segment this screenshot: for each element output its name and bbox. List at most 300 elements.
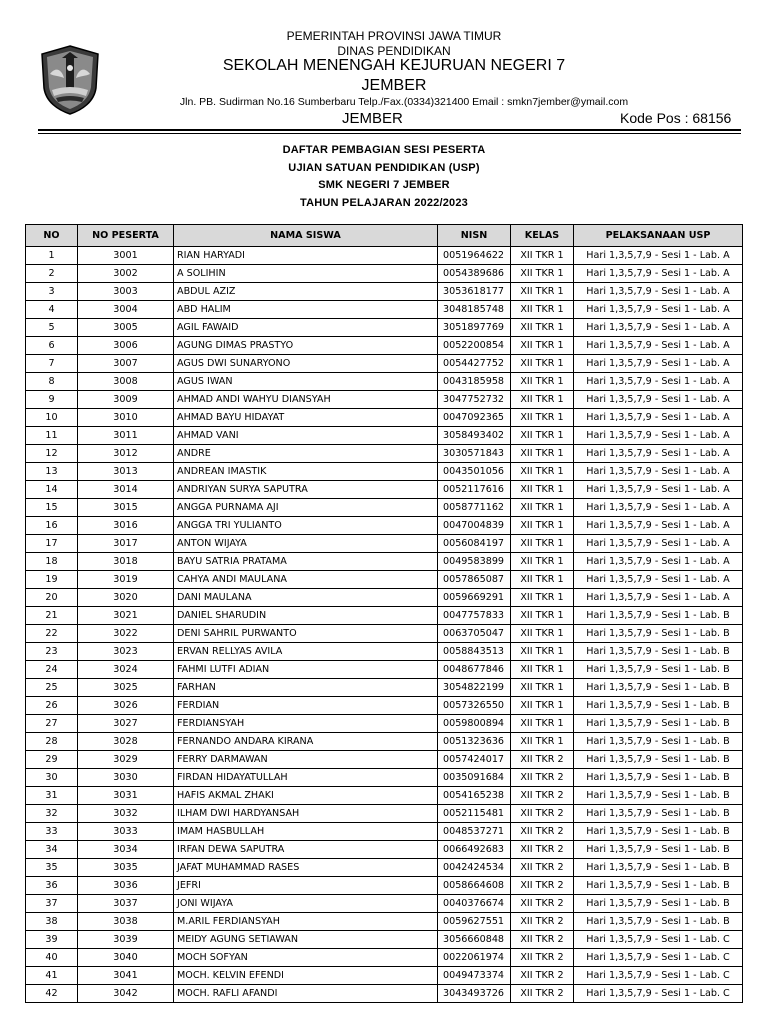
cell-row-number: 8: [26, 373, 78, 391]
cell-usp-schedule: Hari 1,3,5,7,9 - Sesi 1 - Lab. B: [574, 661, 743, 679]
agency-heading: DINAS PENDIDIKAN: [337, 44, 451, 58]
cell-row-number: 27: [26, 715, 78, 733]
cell-participant-number: 3040: [78, 949, 174, 967]
table-row: [26, 967, 743, 985]
cell-participant-number: 3027: [78, 715, 174, 733]
table-header-row: [26, 225, 743, 247]
header-no: NO: [26, 225, 78, 247]
cell-student-name: MEIDY AGUNG SETIAWAN: [174, 931, 438, 949]
city-heading: JEMBER: [361, 77, 427, 94]
cell-usp-schedule: Hari 1,3,5,7,9 - Sesi 1 - Lab. A: [574, 337, 743, 355]
cell-student-name: IRFAN DEWA SAPUTRA: [174, 841, 438, 859]
cell-nisn: 3053618177: [438, 283, 511, 301]
table-row: [26, 535, 743, 553]
cell-participant-number: 3013: [78, 463, 174, 481]
cell-class: XII TKR 1: [511, 337, 574, 355]
cell-participant-number: 3014: [78, 481, 174, 499]
cell-participant-number: 3019: [78, 571, 174, 589]
table-row: [26, 769, 743, 787]
cell-class: XII TKR 1: [511, 715, 574, 733]
cell-usp-schedule: Hari 1,3,5,7,9 - Sesi 1 - Lab. A: [574, 283, 743, 301]
table-row: [26, 733, 743, 751]
cell-row-number: 40: [26, 949, 78, 967]
cell-usp-schedule: Hari 1,3,5,7,9 - Sesi 1 - Lab. B: [574, 859, 743, 877]
school-name-heading: SEKOLAH MENENGAH KEJURUAN NEGERI 7: [222, 57, 566, 74]
cell-class: XII TKR 1: [511, 355, 574, 373]
cell-participant-number: 3001: [78, 247, 174, 265]
table-row: [26, 823, 743, 841]
cell-row-number: 42: [26, 985, 78, 1003]
cell-student-name: ABDUL AZIZ: [174, 283, 438, 301]
cell-usp-schedule: Hari 1,3,5,7,9 - Sesi 1 - Lab. B: [574, 895, 743, 913]
table-row: [26, 445, 743, 463]
cell-class: XII TKR 1: [511, 661, 574, 679]
cell-row-number: 38: [26, 913, 78, 931]
cell-usp-schedule: Hari 1,3,5,7,9 - Sesi 1 - Lab. A: [574, 445, 743, 463]
cell-usp-schedule: Hari 1,3,5,7,9 - Sesi 1 - Lab. C: [574, 985, 743, 1003]
cell-usp-schedule: Hari 1,3,5,7,9 - Sesi 1 - Lab. B: [574, 751, 743, 769]
cell-class: XII TKR 1: [511, 643, 574, 661]
cell-row-number: 20: [26, 589, 78, 607]
cell-student-name: ANGGA TRI YULIANTO: [174, 517, 438, 535]
cell-student-name: AHMAD ANDI WAHYU DIANSYAH: [174, 391, 438, 409]
cell-nisn: 3056660848: [438, 931, 511, 949]
table-row: [26, 931, 743, 949]
cell-row-number: 7: [26, 355, 78, 373]
cell-class: XII TKR 1: [511, 733, 574, 751]
cell-row-number: 22: [26, 625, 78, 643]
cell-student-name: MOCH. KELVIN EFENDI: [174, 967, 438, 985]
cell-class: XII TKR 1: [511, 607, 574, 625]
cell-student-name: MOCH. RAFLI AFANDI: [174, 985, 438, 1003]
city-footer-label: JEMBER: [342, 110, 403, 127]
cell-nisn: 0059800894: [438, 715, 511, 733]
cell-row-number: 37: [26, 895, 78, 913]
cell-participant-number: 3035: [78, 859, 174, 877]
cell-participant-number: 3021: [78, 607, 174, 625]
cell-participant-number: 3034: [78, 841, 174, 859]
cell-participant-number: 3033: [78, 823, 174, 841]
cell-usp-schedule: Hari 1,3,5,7,9 - Sesi 1 - Lab. C: [574, 931, 743, 949]
cell-class: XII TKR 2: [511, 877, 574, 895]
cell-class: XII TKR 1: [511, 283, 574, 301]
cell-participant-number: 3039: [78, 931, 174, 949]
table-row: [26, 301, 743, 319]
cell-usp-schedule: Hari 1,3,5,7,9 - Sesi 1 - Lab. B: [574, 625, 743, 643]
cell-participant-number: 3024: [78, 661, 174, 679]
cell-nisn: 0043501056: [438, 463, 511, 481]
cell-row-number: 35: [26, 859, 78, 877]
cell-participant-number: 3020: [78, 589, 174, 607]
cell-class: XII TKR 2: [511, 805, 574, 823]
cell-class: XII TKR 1: [511, 445, 574, 463]
cell-class: XII TKR 1: [511, 625, 574, 643]
document-title-line-3: SMK NEGERI 7 JEMBER: [318, 179, 450, 191]
cell-student-name: ANDREAN IMASTIK: [174, 463, 438, 481]
cell-class: XII TKR 2: [511, 769, 574, 787]
cell-row-number: 28: [26, 733, 78, 751]
cell-row-number: 10: [26, 409, 78, 427]
cell-usp-schedule: Hari 1,3,5,7,9 - Sesi 1 - Lab. B: [574, 823, 743, 841]
cell-usp-schedule: Hari 1,3,5,7,9 - Sesi 1 - Lab. B: [574, 607, 743, 625]
cell-usp-schedule: Hari 1,3,5,7,9 - Sesi 1 - Lab. A: [574, 517, 743, 535]
table-row: [26, 409, 743, 427]
cell-participant-number: 3036: [78, 877, 174, 895]
cell-nisn: 3048185748: [438, 301, 511, 319]
cell-student-name: AHMAD VANI: [174, 427, 438, 445]
cell-participant-number: 3007: [78, 355, 174, 373]
cell-usp-schedule: Hari 1,3,5,7,9 - Sesi 1 - Lab. A: [574, 373, 743, 391]
table-row: [26, 895, 743, 913]
cell-usp-schedule: Hari 1,3,5,7,9 - Sesi 1 - Lab. A: [574, 589, 743, 607]
cell-usp-schedule: Hari 1,3,5,7,9 - Sesi 1 - Lab. A: [574, 427, 743, 445]
cell-nisn: 0057424017: [438, 751, 511, 769]
header-participant-number: NO PESERTA: [78, 225, 174, 247]
cell-class: XII TKR 1: [511, 319, 574, 337]
cell-nisn: 0052115481: [438, 805, 511, 823]
letterhead-divider-thick: [38, 129, 741, 131]
cell-row-number: 26: [26, 697, 78, 715]
cell-row-number: 9: [26, 391, 78, 409]
cell-usp-schedule: Hari 1,3,5,7,9 - Sesi 1 - Lab. B: [574, 733, 743, 751]
cell-class: XII TKR 2: [511, 949, 574, 967]
cell-participant-number: 3008: [78, 373, 174, 391]
cell-participant-number: 3025: [78, 679, 174, 697]
table-row: [26, 265, 743, 283]
cell-row-number: 17: [26, 535, 78, 553]
cell-usp-schedule: Hari 1,3,5,7,9 - Sesi 1 - Lab. A: [574, 571, 743, 589]
header-student-name: NAMA SISWA: [174, 225, 438, 247]
cell-participant-number: 3042: [78, 985, 174, 1003]
cell-class: XII TKR 1: [511, 589, 574, 607]
cell-class: XII TKR 1: [511, 481, 574, 499]
cell-nisn: 3030571843: [438, 445, 511, 463]
cell-participant-number: 3037: [78, 895, 174, 913]
cell-row-number: 21: [26, 607, 78, 625]
cell-nisn: 0054165238: [438, 787, 511, 805]
cell-class: XII TKR 1: [511, 517, 574, 535]
cell-class: XII TKR 1: [511, 391, 574, 409]
cell-usp-schedule: Hari 1,3,5,7,9 - Sesi 1 - Lab. B: [574, 679, 743, 697]
participant-session-table: [25, 224, 743, 1003]
cell-nisn: 0035091684: [438, 769, 511, 787]
cell-class: XII TKR 1: [511, 373, 574, 391]
postal-code: Kode Pos : 68156: [620, 110, 732, 126]
cell-participant-number: 3023: [78, 643, 174, 661]
cell-usp-schedule: Hari 1,3,5,7,9 - Sesi 1 - Lab. B: [574, 643, 743, 661]
cell-usp-schedule: Hari 1,3,5,7,9 - Sesi 1 - Lab. A: [574, 391, 743, 409]
cell-student-name: HAFIS AKMAL ZHAKI: [174, 787, 438, 805]
address-line: Jln. PB. Sudirman No.16 Sumberbaru Telp./Fax.(0334)321400 Email : smkn7jember@ymail.com: [179, 96, 629, 108]
cell-nisn: 0066492683: [438, 841, 511, 859]
cell-class: XII TKR 1: [511, 463, 574, 481]
province-heading: PEMERINTAH PROVINSI JAWA TIMUR: [286, 29, 502, 43]
cell-usp-schedule: Hari 1,3,5,7,9 - Sesi 1 - Lab. B: [574, 697, 743, 715]
cell-student-name: FIRDAN HIDAYATULLAH: [174, 769, 438, 787]
cell-class: XII TKR 1: [511, 553, 574, 571]
table-row: [26, 625, 743, 643]
cell-participant-number: 3005: [78, 319, 174, 337]
cell-row-number: 41: [26, 967, 78, 985]
cell-class: XII TKR 1: [511, 409, 574, 427]
cell-participant-number: 3003: [78, 283, 174, 301]
cell-row-number: 6: [26, 337, 78, 355]
cell-nisn: 0057865087: [438, 571, 511, 589]
cell-participant-number: 3032: [78, 805, 174, 823]
table-row: [26, 751, 743, 769]
cell-participant-number: 3010: [78, 409, 174, 427]
header-usp-schedule: PELAKSANAAN USP: [574, 225, 743, 247]
cell-row-number: 14: [26, 481, 78, 499]
letterhead-divider-thin: [38, 133, 741, 134]
cell-student-name: A SOLIHIN: [174, 265, 438, 283]
cell-participant-number: 3026: [78, 697, 174, 715]
table-row: [26, 949, 743, 967]
cell-nisn: 0047757833: [438, 607, 511, 625]
cell-participant-number: 3016: [78, 517, 174, 535]
cell-participant-number: 3009: [78, 391, 174, 409]
header-nisn: NISN: [438, 225, 511, 247]
cell-student-name: ANDRE: [174, 445, 438, 463]
cell-class: XII TKR 1: [511, 301, 574, 319]
cell-row-number: 4: [26, 301, 78, 319]
cell-student-name: CAHYA ANDI MAULANA: [174, 571, 438, 589]
cell-class: XII TKR 1: [511, 427, 574, 445]
cell-class: XII TKR 1: [511, 535, 574, 553]
table-row: [26, 715, 743, 733]
cell-participant-number: 3029: [78, 751, 174, 769]
cell-usp-schedule: Hari 1,3,5,7,9 - Sesi 1 - Lab. B: [574, 769, 743, 787]
cell-row-number: 30: [26, 769, 78, 787]
cell-nisn: 0051964622: [438, 247, 511, 265]
table-row: [26, 391, 743, 409]
cell-nisn: 3043493726: [438, 985, 511, 1003]
cell-row-number: 1: [26, 247, 78, 265]
document-title-line-1: DAFTAR PEMBAGIAN SESI PESERTA: [282, 144, 486, 156]
cell-student-name: FAHMI LUTFI ADIAN: [174, 661, 438, 679]
cell-student-name: JAFAT MUHAMMAD RASES: [174, 859, 438, 877]
cell-class: XII TKR 1: [511, 571, 574, 589]
cell-nisn: 0058843513: [438, 643, 511, 661]
cell-student-name: MOCH SOFYAN: [174, 949, 438, 967]
cell-usp-schedule: Hari 1,3,5,7,9 - Sesi 1 - Lab. B: [574, 787, 743, 805]
cell-participant-number: 3004: [78, 301, 174, 319]
cell-nisn: 0049473374: [438, 967, 511, 985]
cell-usp-schedule: Hari 1,3,5,7,9 - Sesi 1 - Lab. A: [574, 247, 743, 265]
cell-student-name: FERDIANSYAH: [174, 715, 438, 733]
cell-nisn: 0052117616: [438, 481, 511, 499]
table-row: [26, 463, 743, 481]
cell-student-name: AGIL FAWAID: [174, 319, 438, 337]
cell-nisn: 3047752732: [438, 391, 511, 409]
header-class: KELAS: [511, 225, 574, 247]
cell-student-name: AGUS DWI SUNARYONO: [174, 355, 438, 373]
cell-student-name: JEFRI: [174, 877, 438, 895]
table-row: [26, 283, 743, 301]
cell-usp-schedule: Hari 1,3,5,7,9 - Sesi 1 - Lab. B: [574, 877, 743, 895]
cell-nisn: 0051323636: [438, 733, 511, 751]
cell-row-number: 12: [26, 445, 78, 463]
cell-usp-schedule: Hari 1,3,5,7,9 - Sesi 1 - Lab. B: [574, 841, 743, 859]
cell-row-number: 2: [26, 265, 78, 283]
cell-student-name: ILHAM DWI HARDYANSAH: [174, 805, 438, 823]
table-row: [26, 589, 743, 607]
cell-class: XII TKR 1: [511, 247, 574, 265]
cell-nisn: 3054822199: [438, 679, 511, 697]
cell-nisn: 0048537271: [438, 823, 511, 841]
cell-nisn: 0063705047: [438, 625, 511, 643]
table-row: [26, 571, 743, 589]
cell-participant-number: 3028: [78, 733, 174, 751]
table-row: [26, 643, 743, 661]
cell-participant-number: 3031: [78, 787, 174, 805]
cell-nisn: 0059627551: [438, 913, 511, 931]
cell-usp-schedule: Hari 1,3,5,7,9 - Sesi 1 - Lab. B: [574, 715, 743, 733]
cell-row-number: 23: [26, 643, 78, 661]
table-row: [26, 859, 743, 877]
cell-participant-number: 3012: [78, 445, 174, 463]
cell-nisn: 0047092365: [438, 409, 511, 427]
cell-row-number: 5: [26, 319, 78, 337]
table-row: [26, 247, 743, 265]
cell-participant-number: 3011: [78, 427, 174, 445]
cell-student-name: FERRY DARMAWAN: [174, 751, 438, 769]
cell-usp-schedule: Hari 1,3,5,7,9 - Sesi 1 - Lab. A: [574, 319, 743, 337]
cell-participant-number: 3015: [78, 499, 174, 517]
cell-student-name: FARHAN: [174, 679, 438, 697]
cell-row-number: 24: [26, 661, 78, 679]
cell-row-number: 3: [26, 283, 78, 301]
cell-usp-schedule: Hari 1,3,5,7,9 - Sesi 1 - Lab. B: [574, 913, 743, 931]
cell-student-name: ERVAN RELLYAS AVILA: [174, 643, 438, 661]
cell-class: XII TKR 2: [511, 895, 574, 913]
cell-usp-schedule: Hari 1,3,5,7,9 - Sesi 1 - Lab. A: [574, 409, 743, 427]
document-title-line-2: UJIAN SATUAN PENDIDIKAN (USP): [288, 162, 480, 174]
cell-student-name: RIAN HARYADI: [174, 247, 438, 265]
cell-row-number: 15: [26, 499, 78, 517]
table-row: [26, 697, 743, 715]
table-row: [26, 877, 743, 895]
cell-usp-schedule: Hari 1,3,5,7,9 - Sesi 1 - Lab. A: [574, 265, 743, 283]
cell-row-number: 34: [26, 841, 78, 859]
cell-nisn: 0059669291: [438, 589, 511, 607]
cell-nisn: 0056084197: [438, 535, 511, 553]
cell-row-number: 29: [26, 751, 78, 769]
cell-row-number: 39: [26, 931, 78, 949]
cell-participant-number: 3002: [78, 265, 174, 283]
cell-usp-schedule: Hari 1,3,5,7,9 - Sesi 1 - Lab. A: [574, 499, 743, 517]
cell-class: XII TKR 1: [511, 697, 574, 715]
cell-participant-number: 3018: [78, 553, 174, 571]
cell-row-number: 25: [26, 679, 78, 697]
table-row: [26, 337, 743, 355]
cell-row-number: 19: [26, 571, 78, 589]
cell-row-number: 13: [26, 463, 78, 481]
cell-student-name: JONI WIJAYA: [174, 895, 438, 913]
cell-student-name: ABD HALIM: [174, 301, 438, 319]
cell-class: XII TKR 2: [511, 931, 574, 949]
cell-nisn: 0047004839: [438, 517, 511, 535]
cell-student-name: ANTON WIJAYA: [174, 535, 438, 553]
cell-nisn: 0054389686: [438, 265, 511, 283]
cell-student-name: BAYU SATRIA PRATAMA: [174, 553, 438, 571]
cell-nisn: 0022061974: [438, 949, 511, 967]
cell-nisn: 0057326550: [438, 697, 511, 715]
cell-class: XII TKR 2: [511, 985, 574, 1003]
cell-participant-number: 3006: [78, 337, 174, 355]
cell-class: XII TKR 2: [511, 913, 574, 931]
cell-usp-schedule: Hari 1,3,5,7,9 - Sesi 1 - Lab. C: [574, 949, 743, 967]
cell-participant-number: 3030: [78, 769, 174, 787]
cell-nisn: 3058493402: [438, 427, 511, 445]
cell-nisn: 3051897769: [438, 319, 511, 337]
table-row: [26, 319, 743, 337]
table-row: [26, 427, 743, 445]
cell-class: XII TKR 1: [511, 265, 574, 283]
cell-usp-schedule: Hari 1,3,5,7,9 - Sesi 1 - Lab. A: [574, 355, 743, 373]
cell-nisn: 0042424534: [438, 859, 511, 877]
cell-student-name: DENI SAHRIL PURWANTO: [174, 625, 438, 643]
table-row: [26, 679, 743, 697]
table-row: [26, 499, 743, 517]
cell-nisn: 0058664608: [438, 877, 511, 895]
cell-row-number: 33: [26, 823, 78, 841]
cell-participant-number: 3038: [78, 913, 174, 931]
cell-usp-schedule: Hari 1,3,5,7,9 - Sesi 1 - Lab. A: [574, 301, 743, 319]
table-row: [26, 787, 743, 805]
cell-student-name: M.ARIL FERDIANSYAH: [174, 913, 438, 931]
cell-class: XII TKR 2: [511, 787, 574, 805]
cell-student-name: DANI MAULANA: [174, 589, 438, 607]
cell-row-number: 11: [26, 427, 78, 445]
cell-class: XII TKR 2: [511, 967, 574, 985]
table-row: [26, 607, 743, 625]
table-row: [26, 355, 743, 373]
cell-student-name: AGUNG DIMAS PRASTYO: [174, 337, 438, 355]
cell-class: XII TKR 1: [511, 499, 574, 517]
cell-student-name: DANIEL SHARUDIN: [174, 607, 438, 625]
table-row: [26, 517, 743, 535]
table-row: [26, 481, 743, 499]
cell-nisn: 0043185958: [438, 373, 511, 391]
cell-nisn: 0054427752: [438, 355, 511, 373]
table-row: [26, 805, 743, 823]
table-row: [26, 553, 743, 571]
table-row: [26, 985, 743, 1003]
cell-nisn: 0049583899: [438, 553, 511, 571]
cell-nisn: 0052200854: [438, 337, 511, 355]
cell-row-number: 36: [26, 877, 78, 895]
cell-usp-schedule: Hari 1,3,5,7,9 - Sesi 1 - Lab. A: [574, 463, 743, 481]
cell-participant-number: 3022: [78, 625, 174, 643]
cell-row-number: 31: [26, 787, 78, 805]
cell-row-number: 16: [26, 517, 78, 535]
table-row: [26, 373, 743, 391]
table-row: [26, 661, 743, 679]
cell-student-name: ANDRIYAN SURYA SAPUTRA: [174, 481, 438, 499]
cell-student-name: AHMAD BAYU HIDAYAT: [174, 409, 438, 427]
cell-row-number: 18: [26, 553, 78, 571]
cell-usp-schedule: Hari 1,3,5,7,9 - Sesi 1 - Lab. A: [574, 553, 743, 571]
table-row: [26, 841, 743, 859]
table-row: [26, 913, 743, 931]
cell-class: XII TKR 2: [511, 841, 574, 859]
cell-row-number: 32: [26, 805, 78, 823]
cell-usp-schedule: Hari 1,3,5,7,9 - Sesi 1 - Lab. A: [574, 481, 743, 499]
cell-class: XII TKR 2: [511, 823, 574, 841]
cell-student-name: IMAM HASBULLAH: [174, 823, 438, 841]
cell-usp-schedule: Hari 1,3,5,7,9 - Sesi 1 - Lab. A: [574, 535, 743, 553]
